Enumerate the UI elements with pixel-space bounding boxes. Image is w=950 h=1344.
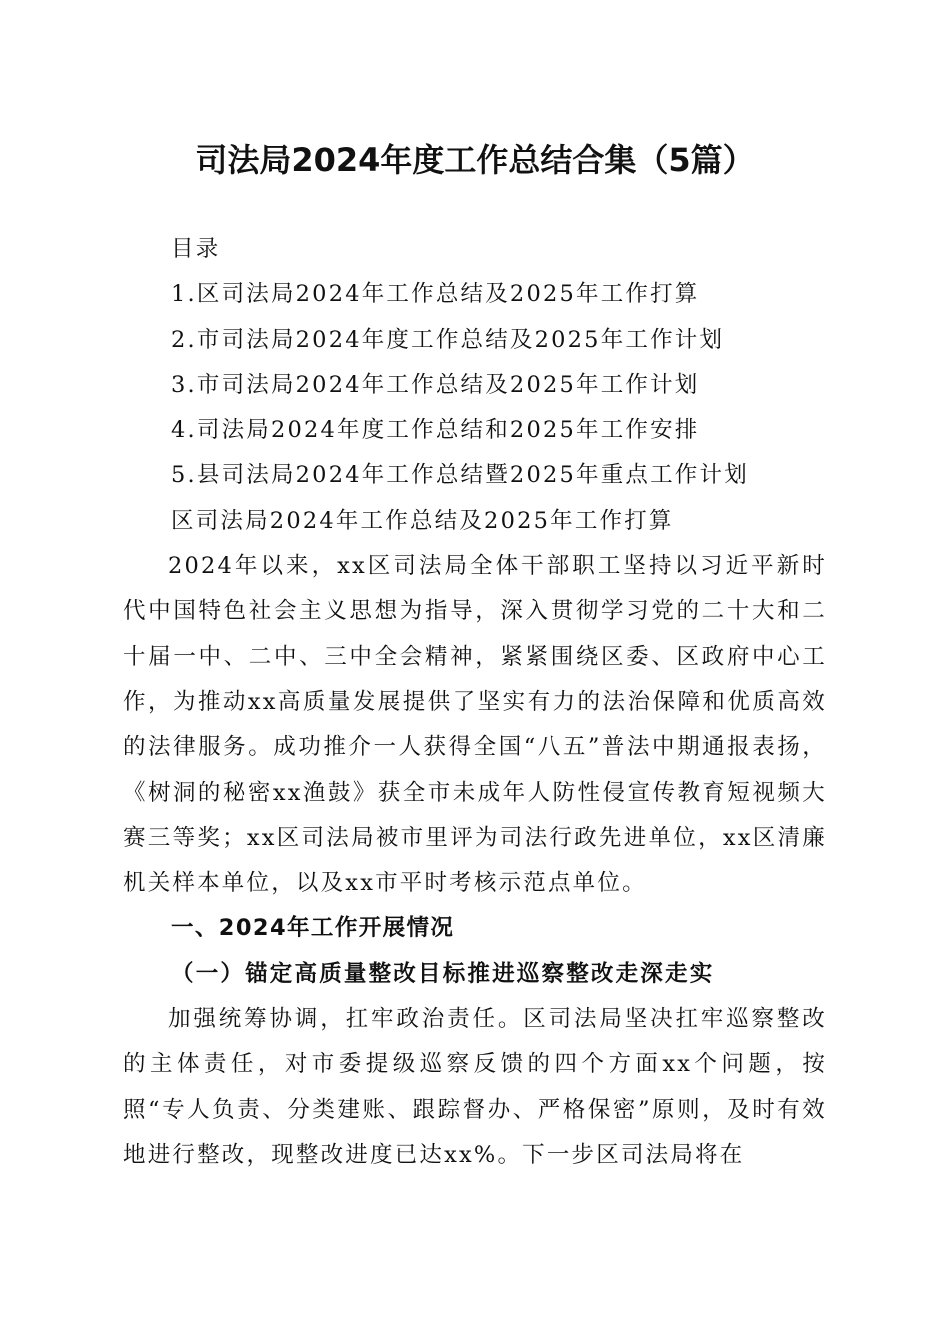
toc-heading: 目录 [171, 236, 221, 262]
toc-item-3: 3.市司法局2024年工作总结及2025年工作计划 [171, 371, 700, 398]
document-body [123, 227, 827, 1178]
toc-item-1: 1.区司法局2024年工作总结及2025年工作打算 [171, 281, 700, 308]
section-title: 区司法局2024年工作总结及2025年工作打算 [171, 507, 674, 534]
heading-level-1: 一、2024年工作开展情况 [171, 915, 455, 942]
toc-item-5: 5.县司法局2024年工作总结暨2025年重点工作计划 [171, 462, 749, 489]
intro-paragraph: 2024年以来，xx区司法局全体干部职工坚持以习近平新时代中国特色社会主义思想为指导，深入贯彻学习党的二十大和二十届一中、二中、三中全会精神，紧紧围绕区委、区政府中心工作，为推动xx高质量发展提供了坚实有力的法治保障和优质高效的法律服务。成功推介一人获得全国“八五”普法中期通报表扬，《树洞的秘密xx渔鼓》获全市未成年人防性侵宣传教育短视频大赛三等奖；xx区司法局被市里评为司法行政先进单位，xx区清廉机关样本单位，以及xx市平时考核示范点单位。 [123, 553, 827, 897]
heading-level-2: （一）锚定高质量整改目标推进巡察整改走深走实 [171, 960, 715, 987]
document-title: 司法局2024年度工作总结合集（5篇） [195, 141, 755, 179]
toc-item-2: 2.市司法局2024年度工作总结及2025年工作计划 [171, 326, 725, 353]
body-paragraph-1: 加强统筹协调，扛牢政治责任。区司法局坚决扛牢巡察整改的主体责任，对市委提级巡察反馈的四个方面xx个问题，按照“专人负责、分类建账、跟踪督办、严格保密”原则，及时有效地进行整改，现整改进度已达xx%。下一步区司法局将在 [123, 1006, 827, 1168]
toc-item-4: 4.司法局2024年度工作总结和2025年工作安排 [171, 417, 700, 444]
